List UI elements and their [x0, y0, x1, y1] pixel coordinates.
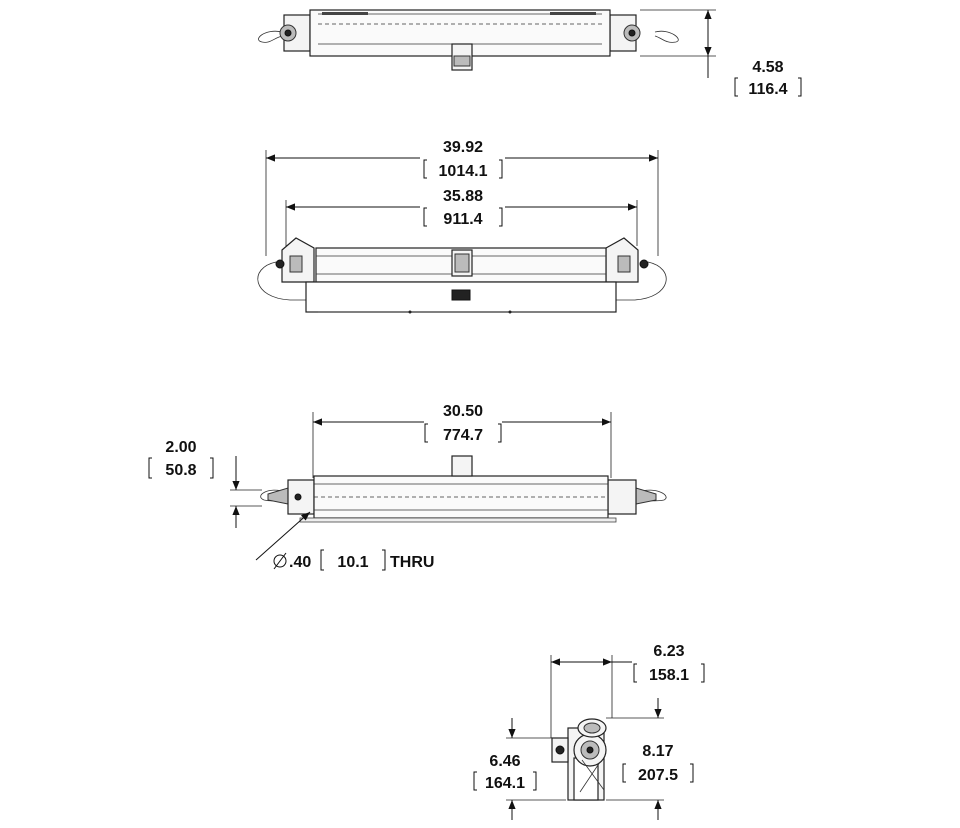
end-depth-in: 8.17	[642, 743, 674, 760]
fitting-length-mm: 911.4	[443, 211, 483, 228]
fitting-length-in: 35.88	[442, 188, 484, 205]
side-height-mm: 50.8	[165, 462, 197, 479]
hole-thru-note: THRU	[390, 554, 435, 571]
overall-length-in: 39.92	[442, 139, 484, 156]
front-view	[258, 139, 666, 314]
top-height-mm: 116.4	[748, 81, 788, 98]
hole-diameter-mm: 10.1	[337, 554, 369, 571]
end-depth-mm: 207.5	[637, 767, 679, 784]
side-height-in: 2.00	[165, 439, 197, 456]
body-length-in: 30.50	[442, 403, 484, 420]
top-height-in: 4.58	[752, 59, 784, 76]
end-width-mm: 158.1	[648, 667, 690, 684]
overall-length-mm: 1014.1	[438, 163, 488, 180]
body-length-mm: 774.7	[442, 427, 484, 444]
end-height-mm: 164.1	[484, 775, 526, 792]
end-view	[474, 643, 704, 820]
hole-diameter-in: .40	[289, 554, 312, 571]
top-view	[259, 10, 801, 98]
end-width-in: 6.23	[653, 643, 685, 660]
end-height-in: 6.46	[489, 753, 521, 770]
